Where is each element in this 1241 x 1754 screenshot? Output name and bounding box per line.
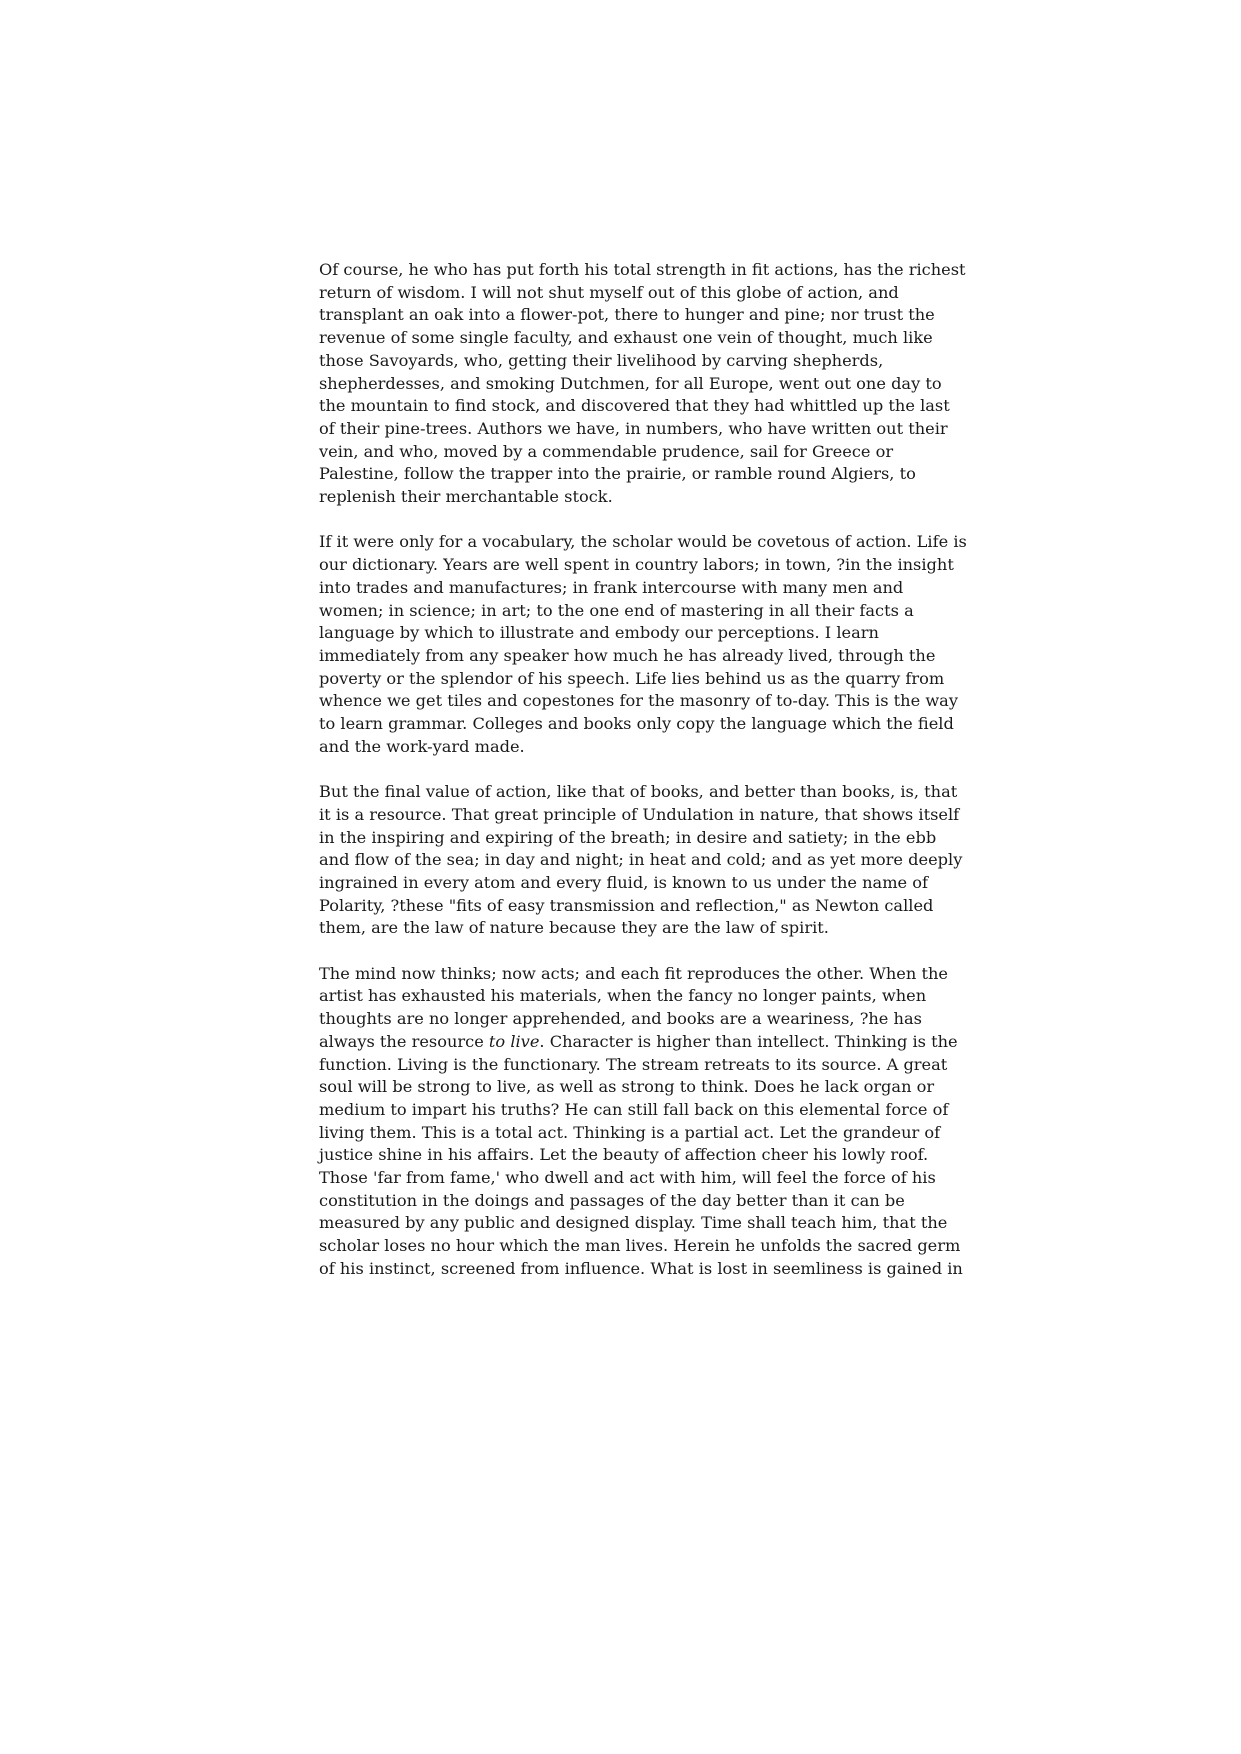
text-line: soul will be strong to live, as well as strong to think. Does he lack organ or	[319, 1077, 935, 1097]
text-line: whence we get tiles and copestones for the masonry of to-day. This is the way	[319, 691, 958, 711]
text-line: The mind now thinks; now acts; and each fit reproduces the other. When the	[319, 963, 948, 983]
text-segment: . Character is higher than intellect. Thinking is the	[539, 1031, 958, 1051]
text-line: medium to impart his truths? He can still fall back on this elemental force of	[319, 1099, 949, 1119]
text-line: Polarity, ?these "fits of easy transmission and reflection," as Newton called	[319, 895, 934, 915]
body-text	[319, 259, 967, 1303]
text-line: scholar loses no hour which the man lives. Herein he unfolds the sacred germ	[319, 1236, 961, 1256]
paragraph-3	[319, 781, 963, 940]
text-line: those Savoyards, who, getting their livelihood by carving shepherds,	[319, 350, 884, 370]
text-line: ingrained in every atom and every fluid, is known to us under the name of	[319, 872, 929, 892]
text-line: replenish their merchantable stock.	[319, 487, 613, 507]
text-line: Of course, he who has put forth his total strength in fit actions, has the richest	[319, 260, 966, 279]
text-line: If it were only for a vocabulary, the scholar would be covetous of action. Life is	[319, 532, 967, 552]
text-line: constitution in the doings and passages of the day better than it can be	[319, 1190, 905, 1210]
text-line: transplant an oak into a flower-pot, there to hunger and pine; nor trust the	[319, 305, 935, 325]
text-line: into trades and manufactures; in frank intercourse with many men and	[319, 577, 904, 597]
text-line: shepherdesses, and smoking Dutchmen, for all Europe, went out one day to	[319, 373, 942, 393]
text-segment: always the resource	[319, 1031, 489, 1051]
text-line: justice shine in his affairs. Let the beauty of affection cheer his lowly roof.	[319, 1145, 929, 1165]
text-line: revenue of some single faculty, and exhaust one vein of thought, much like	[319, 328, 933, 348]
paragraph-4	[319, 963, 963, 1281]
text-line: vein, and who, moved by a commendable prudence, sail for Greece or	[319, 441, 894, 461]
text-line: living them. This is a total act. Thinking is a partial act. Let the grandeur of	[319, 1122, 941, 1142]
paragraph-2	[319, 531, 967, 758]
text-line: return of wisdom. I will not shut myself out of this globe of action, and	[319, 282, 899, 302]
text-line: function. Living is the functionary. The stream retreats to its source. A great	[319, 1054, 948, 1074]
text-line: language by which to illustrate and embody our perceptions. I learn	[319, 623, 879, 643]
text-line-with-emphasis	[319, 1031, 958, 1054]
text-line: the mountain to find stock, and discovered that they had whittled up the last	[319, 396, 950, 416]
text-line: our dictionary. Years are well spent in country labors; in town, ?in the insight	[319, 555, 954, 575]
text-line: thoughts are no longer apprehended, and books are a weariness, ?he has	[319, 1009, 922, 1029]
paragraph-1	[319, 259, 966, 509]
text-line: artist has exhausted his materials, when the fancy no longer paints, when	[319, 986, 927, 1006]
text-line: women; in science; in art; to the one end of mastering in all their facts a	[319, 600, 914, 620]
text-line: Those 'far from fame,' who dwell and act with him, will feel the force of his	[319, 1168, 936, 1188]
italic-emphasis: to live	[488, 1031, 540, 1051]
text-line: it is a resource. That great principle of Undulation in nature, that shows itself	[319, 804, 960, 824]
text-line: them, are the law of nature because they are the law of spirit.	[319, 918, 829, 938]
text-line: But the final value of action, like that of books, and better than books, is, that	[319, 782, 958, 802]
text-line: and the work-yard made.	[319, 736, 525, 756]
text-line: immediately from any speaker how much he has already lived, through the	[319, 645, 936, 665]
text-line: and flow of the sea; in day and night; in heat and cold; and as yet more deeply	[319, 850, 963, 870]
text-line: in the inspiring and expiring of the breath; in desire and satiety; in the ebb	[319, 827, 937, 847]
text-line: of his instinct, screened from influence. What is lost in seemliness is gained in	[319, 1258, 963, 1278]
text-line: Palestine, follow the trapper into the prairie, or ramble round Algiers, to	[319, 464, 916, 484]
text-line: of their pine-trees. Authors we have, in numbers, who have written out their	[319, 418, 948, 438]
text-line: poverty or the splendor of his speech. Life lies behind us as the quarry from	[319, 668, 945, 688]
text-line: to learn grammar. Colleges and books only copy the language which the field	[319, 714, 954, 734]
text-line: measured by any public and designed display. Time shall teach him, that the	[319, 1213, 948, 1233]
